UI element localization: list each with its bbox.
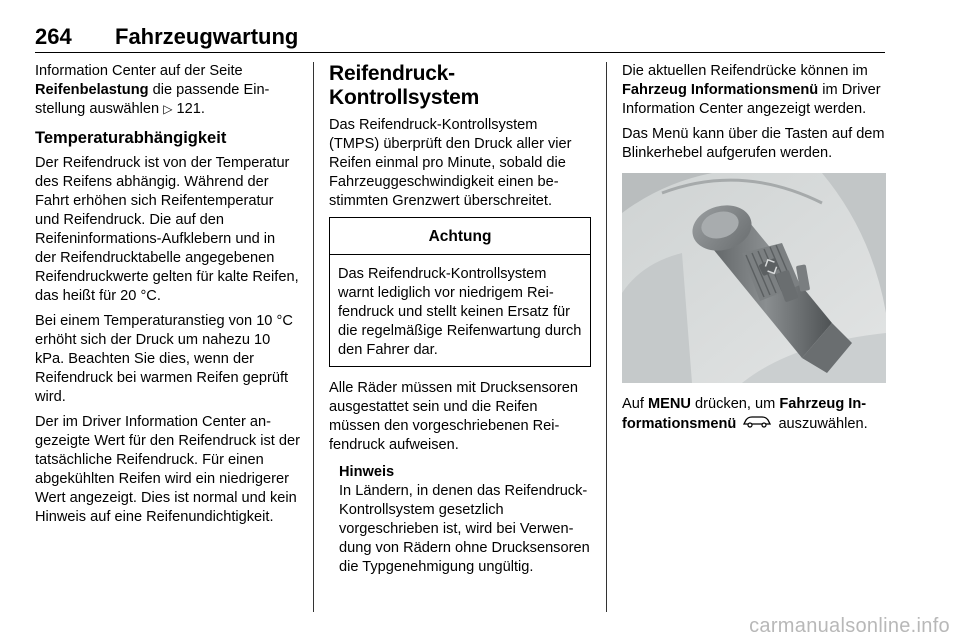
turn-signal-lever-illustration xyxy=(622,173,886,383)
note-block xyxy=(339,463,591,577)
page-header xyxy=(35,22,885,53)
arrow-right-outline-icon: ▷ xyxy=(163,102,173,116)
note-text: In Ländern, in denen das Reifendruck-Kontrollsystem gesetzlich vorgeschrieben ist, wird bei Verwendung von Rädern ohne Drucksensoren die Typgenehmigung ungültig. xyxy=(339,483,590,575)
page-reference-link[interactable]: 121. xyxy=(176,101,205,117)
temperature-paragraph-2: Bei einem Temperaturanstieg von 10 °C erhöht sich der Druck um nahezu 10 kPa. Beachten Sie dies, wenn der Reifendruck bei warmen Reifen geprüft wird. xyxy=(35,313,293,405)
chapter-title: Fahrzeugwartung xyxy=(115,24,299,49)
temperature-paragraph-1: Der Reifendruck ist von der Temperatur des Reifens abhängig. Während der Fahrt erhöhen sich Reifentemperatur und Reifendruck. Die auf den Reifeninformations-Aufklebern und in der Reifendrucktabelle angegebenen Reifendruckwerte gelten für kalte Reifen, das heißt für 20 °C. xyxy=(35,155,299,304)
tire-pressure-display-paragraph: Die aktuellen Reifendrücke können im Fahrzeug Informationsmenü im Driver Information Center angezeigt werden. xyxy=(622,63,881,117)
note-title: Hinweis xyxy=(339,464,395,480)
warning-text: Das Reifendruck-Kontrollsystem warnt lediglich vor niedrigem Reifendruck und stellt keinen Ersatz für die regelmäßige Reifenwartung durch den Fahrer dar. xyxy=(338,266,582,358)
column-divider-1 xyxy=(313,62,314,612)
intro-bold-term: Reifenbelastung xyxy=(35,82,149,98)
menu-button-label: MENU xyxy=(647,396,691,412)
tpms-heading: Reifendruck-Kontrollsystem xyxy=(329,62,480,109)
warning-box xyxy=(329,217,591,367)
column-3 xyxy=(622,62,887,440)
warning-title: Achtung xyxy=(330,218,590,255)
watermark-text: carmanualsonline.info xyxy=(749,615,950,637)
menu-access-paragraph: Das Menü kann über die Tasten auf dem Blinkerhebel aufgerufen werden. xyxy=(622,126,885,161)
page-number: 264 xyxy=(35,24,72,49)
intro-paragraph: Information Center auf der Seite Reifenbelastung die passende Ein- stellung auswählen ▷ 121. xyxy=(35,63,270,117)
column-2 xyxy=(329,62,591,577)
car-outline-icon xyxy=(742,414,772,434)
menu-instruction-paragraph: Auf MENU drücken, um Fahrzeug Informationsmenü auszuwählen. xyxy=(622,395,887,434)
temperature-paragraph-3: Der im Driver Information Center angezeigte Wert für den Reifendruck ist der tatsächliche Reifendruck. Für einen abgekühlten Reifen wird ein niedrigerer Wert angezeigt. Dies ist normal und kein Hinweis auf eine Reifenundichtigkeit. xyxy=(35,414,300,525)
column-1 xyxy=(35,62,300,533)
temperature-heading: Temperaturabhängigkeit xyxy=(35,129,227,147)
turn-signal-lever-figure xyxy=(622,173,886,383)
tpms-paragraph-2: Alle Räder müssen mit Drucksensoren ausgestattet sein und die Reifen müssen den vorgeschriebenen Reifendruck aufweisen. xyxy=(329,380,578,453)
tpms-paragraph-1: Das Reifendruck-Kontrollsystem (TMPS) überprüft den Druck aller vier Reifen einmal pro Minute, sobald die Fahrzeuggeschwindigkeit einen bestimmten Grenzwert überschreitet. xyxy=(329,117,572,209)
column-divider-2 xyxy=(606,62,607,612)
